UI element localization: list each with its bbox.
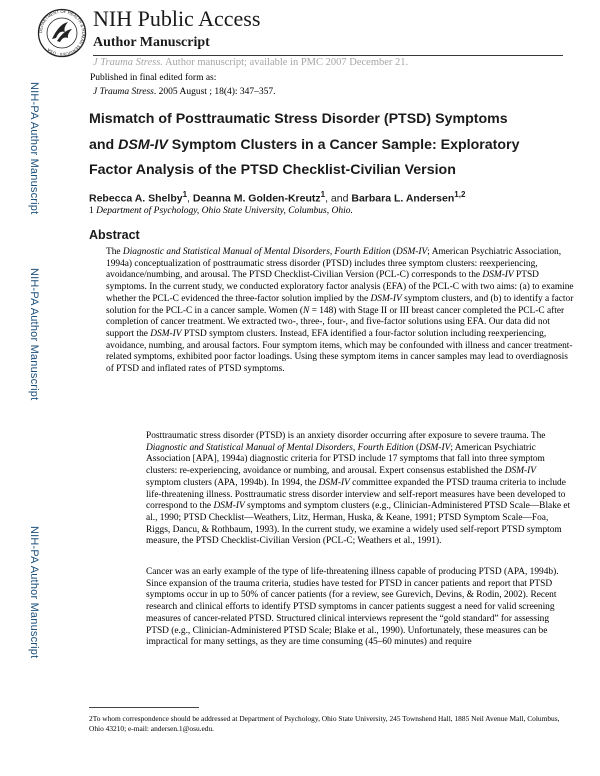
journal-name: J Trauma Stress. — [93, 57, 163, 68]
footnote-rule — [89, 707, 199, 708]
body-paragraph: Cancer was an early example of the type of life-threatening illness capable of producing PTSD (APA, 1994b). Since expansion of the trauma criteria, studies have tested for PTSD in cancer patients and report that PTSD symptoms occur in up to 50% of cancer patients (for a review, see Gurevich, Devins, & Rodin, 2002). Recent research and clinical efforts to identify PTSD symptoms in cancer patients suggest a need for valid screening measures of cancer-related PTSD. Structured clinical interviews represent the “gold standard” for assessing PTSD (e.g., Clinician-Administered PTSD Scale; Blake et al., 1990). Unfortunately, these measures can be impractical for many settings, as they are time consuming (45–60 minutes) and require — [146, 567, 559, 648]
header-title: NIH Public Access — [93, 6, 261, 31]
footnote: 2To whom correspondence should be addressed at Department of Psychology, Ohio State University, 245 Townshend Hall, 1885 Neil Avenue Mall, Columbus, Ohio 43210; e-mail: andersen.1@osu.edu. — [89, 714, 560, 733]
header-rule — [93, 55, 563, 56]
title-line: and DSM-IV Symptom Clusters in a Cancer Sample: Exploratory — [89, 136, 520, 153]
author-name: Deanna M. Golden-Kreutz — [192, 192, 321, 205]
title-line: Mismatch of Posttraumatic Stress Disorder (PTSD) Symptoms — [89, 111, 508, 127]
abstract-text: The Diagnostic and Statistical Manual of Mental Disorders, Fourth Edition (DSM-IV; American Psychiatric Association, 1994a) conceptualization of posttraumatic stress disorder (PTSD) includes three symptom clusters: reexperiencing, avoidance/numbing, and arousal. The PTSD Checklist-Civilian Version (PCL-C) corresponds to the DSM-IV PTSD symptoms. In the current study, we conducted exploratory factor analysis (EFA) of the PCL-C with two aims: (a) to examine whether the PCL-C evidenced the three-factor solution implied by the DSM-IV symptom clusters, and (b) to identify a factor solution for the PCL-C in a cancer sample. Women (N = 148) with Stage II or III breast cancer completed the PCL-C after completion of cancer treatment. We extracted two-, three-, four-, and five-factor solutions using EFA. Our data did not support the DSM-IV PTSD symptom clusters. Instead, EFA identified a four-factor solution including reexperiencing, avoidance, numbing, and arousal factors. Four symptom items, which may be confounded with illness and cancer treatment-related symptoms, exhibited poor factor loadings. Using these symptom items in cancer samples may lead to overdiagnosis of PTSD and inflated rates of PTSD symptoms. — [106, 247, 574, 375]
header-subtitle: Author Manuscript — [93, 35, 210, 50]
affiliation: 1 Department of Psychology, Ohio State University, Columbus, Ohio. — [89, 206, 353, 216]
author-name: Rebecca A. Shelby — [89, 192, 183, 205]
paper-title — [89, 107, 569, 184]
side-label: NIH-PA Author Manuscript — [28, 526, 40, 659]
author-list: Rebecca A. Shelby$^1$, Deanna M. Golden-Kreutz$^1$, and Barbara L. Andersen$^{1,2}$ — [89, 190, 466, 205]
published-in-label: Published in final edited form as: — [90, 73, 217, 83]
side-label: NIH-PA Author Manuscript — [28, 268, 40, 401]
side-label: NIH-PA Author Manuscript — [28, 82, 40, 215]
nih-hhs-seal-icon — [37, 8, 87, 58]
header-journal-line — [93, 57, 408, 68]
citation-journal: J Trauma Stress — [93, 87, 154, 97]
title-line: Factor Analysis of the PTSD Checklist-Civilian Version — [89, 162, 456, 178]
citation-line — [93, 87, 276, 97]
availability-text: Author manuscript; available in PMC 2007 December 21. — [162, 57, 409, 68]
citation-details: . 2005 August ; 18(4): 347–357. — [153, 87, 276, 97]
author-name: Barbara L. Andersen — [351, 192, 455, 205]
body-paragraph: Posttraumatic stress disorder (PTSD) is an anxiety disorder occurring after exposure to severe trauma. The Diagnostic and Statistical Manual of Mental Disorders, Fourth Edition (DSM-IV; American Psychiatric Association [APA], 1994a) diagnostic criteria for PTSD include 17 symptoms that fall into three symptom clusters: re-experiencing, avoidance or numbing, and arousal. Expert consensus established the DSM-IV symptom clusters (APA, 1994b). In 1994, the DSM-IV committee expanded the PTSD trauma criteria to include life-threatening illness. Posttraumatic stress disorder interview and self-report measures have been developed to correspond to the DSM-IV symptoms and symptom clusters (e.g., Clinician-Administered PTSD Scale—Blake et al., 1990; PTSD Checklist—Weathers, Litz, Herman, Huska, & Keane, 1991; PTSD Symptom Scale—Foa, Riggs, Dancu, & Rothbaum, 1993). In the current study, we examine a widely used self-report PTSD symptom measure, the PTSD Checklist-Civilian Version (PCL-C; Weathers et al., 1991). — [146, 431, 571, 547]
abstract-heading: Abstract — [89, 228, 140, 242]
svg-text:DEPARTMENT OF HEALTH & HUMAN S: DEPARTMENT OF HEALTH & HUMAN SERVICES · USA — [37, 8, 87, 58]
